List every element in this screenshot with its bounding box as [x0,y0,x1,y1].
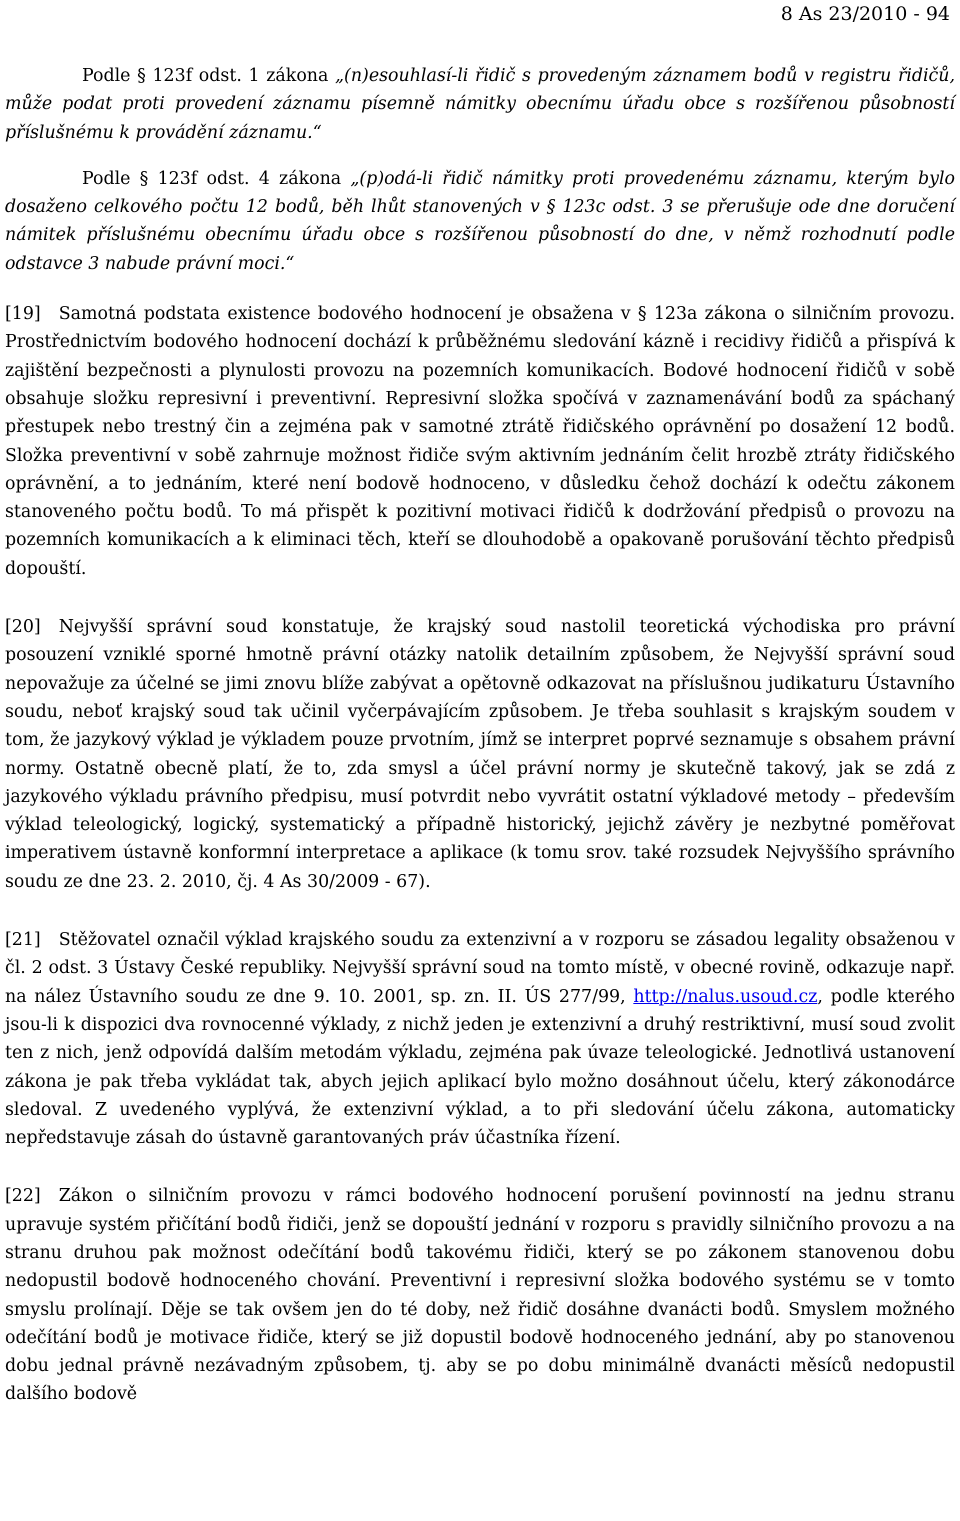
paragraph-text: Zákon o silničním provozu v rámci bodového hodnocení porušení povinností na jednu stranu upravuje systém přičítání bodů řidiči, jenž se dopouští jednání v rozporu s pravidly silničního provozu a na stranu druhou pak možnost odečítání bodů takovému řidiči, který se po zákonem stanovenou dobu nedopustil bodově hodnoceného chování. Preventivní i represivní složka bodového systému se v tomto smyslu prolínají. Děje se tak ovšem jen do té doby, než řidič dosáhne dvanácti bodů. Smyslem možného odečítání bodů je motivace řidiče, který se již dopustil bodově hodnoceného jednání, aby po stanovenou dobu jednal právně nezávadným způsobem, tj. aby se po dobu minimálně dvanácti měsíců nedopustil dalšího bodově [5,1186,955,1405]
paragraph-number: [22] [5,1186,41,1207]
paragraph-text-before-link: Stěžovatel označil výklad krajského soudu za extenzivní a v rozporu se zásadou legality obsaženou v čl. 2 odst. 3 Ústavy České republiky. Nejvyšší správní soud na tomto místě, v obecné rovině, odkazuje např. na nález Ústavního soudu ze dne 9. 10. 2001, sp. zn. II. ÚS 277/99, [5,930,955,1007]
quote-1-text: „(n)esouhlasí-li řidič s provedeným záznamem bodů v registru řidičů, může podat proti provedení záznamu písemně námitky obecnímu úřadu obce s rozšířenou působností příslušnému k provádění záznamu.“ [5,66,955,143]
quote-2-text: „(p)odá-li řidič námitky proti provedenému záznamu, kterým bylo dosaženo celkového počtu 12 bodů, běh lhůt stanovených v § 123c odst. 3 se přerušuje ode dne doručení námitek příslušnému obecnímu úřadu obce s rozšířenou působností do dne, v němž rozhodnutí podle odstavce 3 nabude právní moci.“ [5,168,955,274]
quote-1-lead: Podle § 123f odst. 1 zákona [82,66,336,86]
document-body [5,62,955,1409]
paragraph-text-after-link: , podle kterého jsou-li k dispozici dva rovnocenné výklady, z nichž jeden je extenzivní a druhý restriktivní, musí soud zvolit ten z nich, jenž odpovídá dalším metodám výkladu, zejména pak úvaze teleologické. Jednotlivá ustanovení zákona je pak třeba vykládat tak, abych jejich aplikací bylo možno dosáhnout účelu, který zákonodárce sledoval. Z uvedeného vyplývá, že extenzivní výklad, a to při sledování účelu zákona, automaticky nepředstavuje zásah do ústavně garantovaných práv účastníka řízení. [5,986,955,1149]
case-number: 8 As 23/2010 - 94 [780,3,950,25]
paragraph-text: Samotná podstata existence bodového hodnocení je obsažena v § 123a zákona o silničním provozu. Prostřednictvím bodového hodnocení dochází k průběžnému sledování kázně i recidivy řidičů a přispívá k zajištění bezpečnosti a plynulosti provozu na pozemních komunikacích. Bodové hodnocení řidičů v sobě obsahuje složku represivní i preventivní. Represivní složka spočívá v zaznamenávání bodů za spáchaný přestupek nebo trestný čin a zejména pak v samotné ztrátě řidičského oprávnění po dosažení 12 bodů. Složka preventivní v sobě zahrnuje možnost řidiče svým aktivním jednáním čelit hrozbě ztráty řidičského oprávnění, a to jednáním, které není bodově hodnoceno, v důsledku čehož dochází k odečtu zákonem stanoveného počtu bodů. To má přispět k pozitivní motivaci řidičů k dodržování předpisů o provozu na pozemních komunikacích a k eliminaci těch, kteří se dlouhodobě a opakovaně porušování těchto předpisů dopouští. [5,304,955,579]
quote-paragraph-1 [5,62,955,147]
quote-paragraph-2 [5,165,955,278]
paragraph-number: [19] [5,304,41,325]
quote-2-lead: Podle § 123f odst. 4 zákona [82,168,351,189]
paragraph-19 [5,300,955,583]
paragraph-22 [5,1182,955,1408]
paragraph-20 [5,613,955,896]
nalus-link[interactable]: http://nalus.usoud.cz [633,986,818,1007]
paragraph-number: [21] [5,930,41,951]
paragraph-number: [20] [5,617,41,638]
paragraph-text: Nejvyšší správní soud konstatuje, že krajský soud nastolil teoretická východiska pro právní posouzení vzniklé sporné hmotně právní otázky natolik detailním způsobem, že Nejvyšší správní soud nepovažuje za účelné se jimi znovu blíže zabývat a opětovně odkazovat na příslušnou judikaturu Ústavního soudu, neboť krajský soud tak učinil vyčerpávajícím způsobem. Je třeba souhlasit s krajským soudem v tom, že jazykový výklad je výkladem pouze prvotním, jímž se interpret poprvé seznamuje s obsahem právní normy. Ostatně obecně platí, že to, zda smysl a účel právní normy je skutečně takový, jak se zdá z jazykového výkladu právního předpisu, musí potvrdit nebo vyvrátit ostatní výkladové metody – především výklad teleologický, logický, systematický a případně historický, jejichž závěry je nezbytné poměřovat imperativem ústavně konformní interpretace a aplikace (k tomu srov. také rozsudek Nejvyššího správního soudu ze dne 23. 2. 2010, čj. 4 As 30/2009 - 67). [5,617,955,892]
paragraph-21 [5,926,955,1152]
